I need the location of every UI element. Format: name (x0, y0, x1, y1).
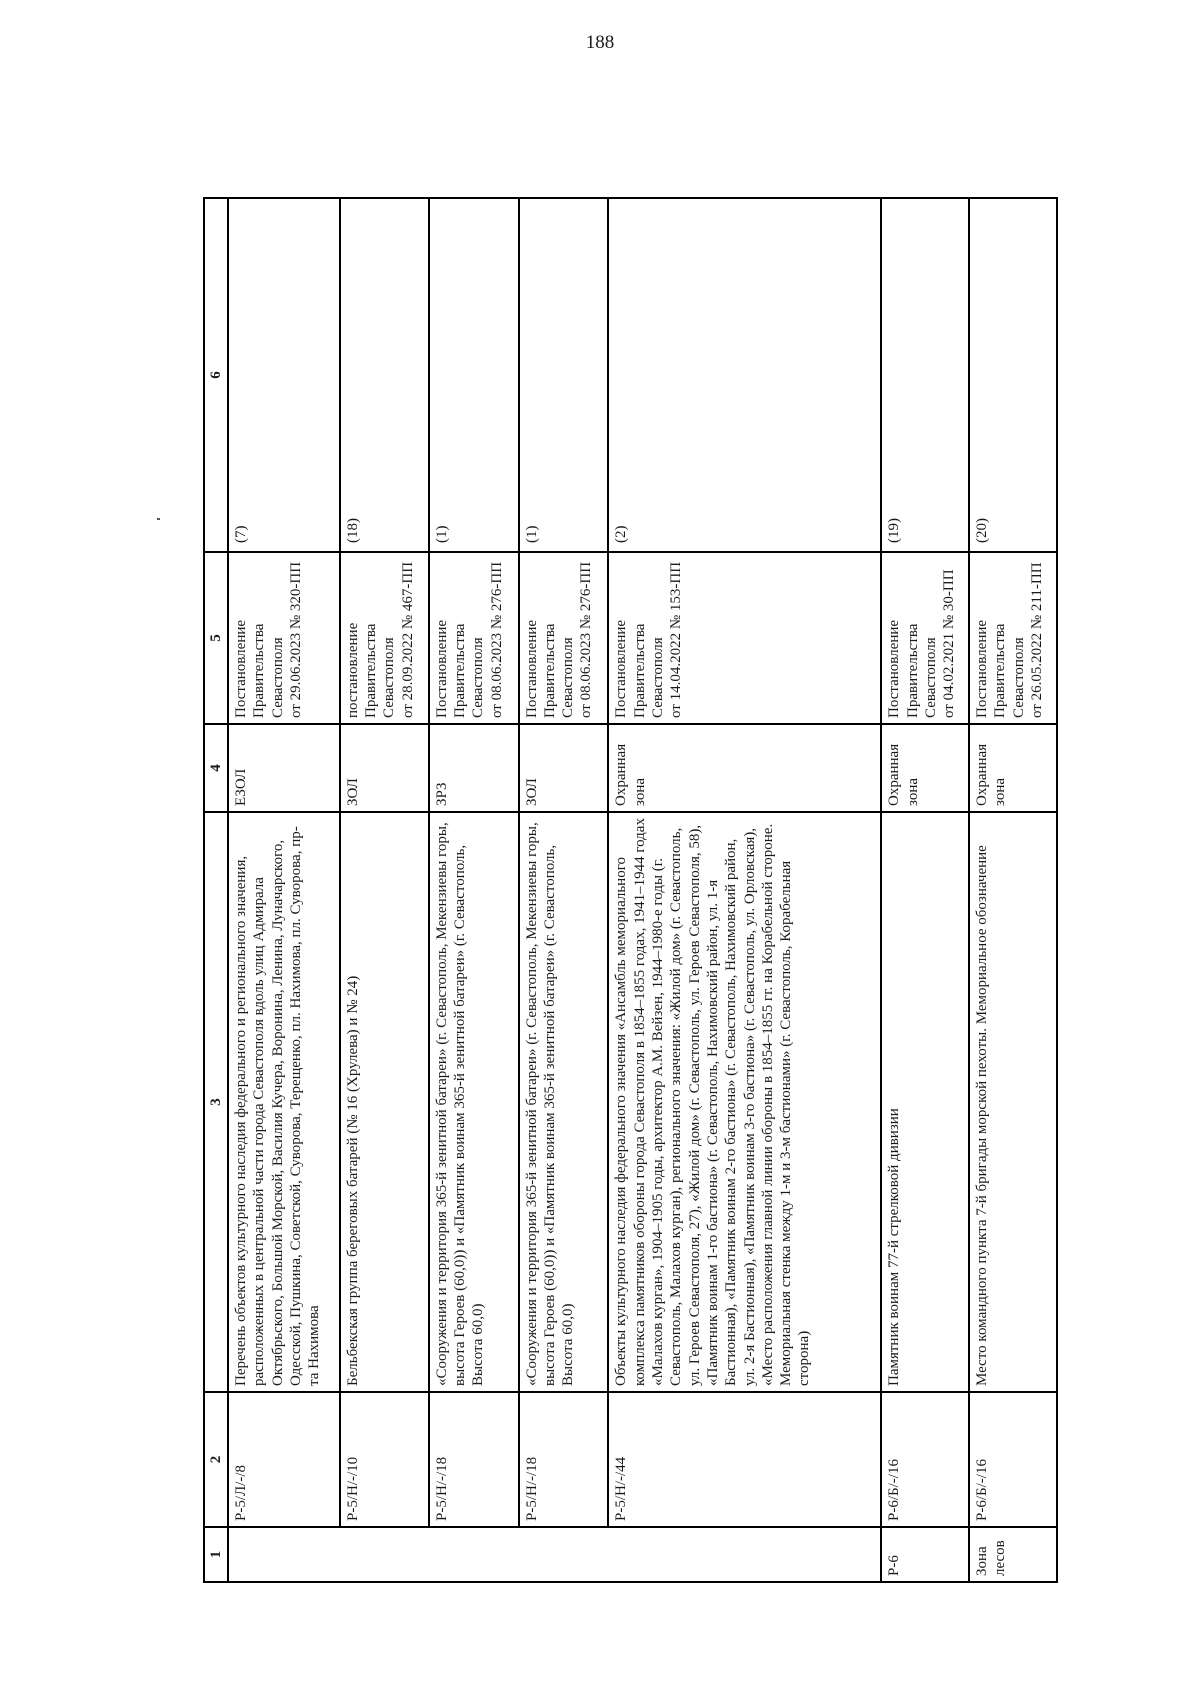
object-name-cell: Объекты культурного наследия федерального значения «Ансамбль мемориального комплекса памятников обороны города Севастополя в 1854–1855 годах, 1941–1944 годах «Малахов курган», 1904–1905 годы, архитектор А.М. Вейзен, 1944–1980-е годы (г. Севастополь, Малахов курган), регионального значения: «Жилой дом» (г. Севастополь, ул. Героев Севастополя, 27), «Жилой дом» (г. Севастополь, ул. Героев Севастополя, 58), «Памятник воинам 1-го бастиона» (г. Севастополь, Нахимовский район, ул. 1-я Бастионная), «Памятник воинам 2-го бастиона» (г. Севастополь, Нахимовский район, ул. 2-я Бастионная), «Памятник воинам 3-го бастиона» (г. Севастополь, ул. Орловская), «Место расположения главной линии обороны в 1854–1855 гг. на Корабельной стороне. Мемориальная стенка между 1-м и 3-м бастионами» (г. Севастополь, Корабельная сторона) (608, 812, 881, 1392)
map-sheet-cell: Р-5/Л/-/8 (228, 1392, 340, 1527)
map-sheet-cell: Р-5/Н/-/18 (519, 1392, 609, 1527)
zone-type-cell: ЗРЗ (429, 724, 519, 812)
reference-cell: (1) (519, 198, 609, 552)
table-row (340, 198, 429, 1582)
column-header-6: 6 (204, 198, 228, 552)
object-name-cell: Перечень объектов культурного наследия федерального и регионального значения, расположенных в центральной части города Севастополя вдоль улиц Адмирала Октябрьского, Большой Морской, Василия Кучера, Воронина, Ленина, Луначарского, Одесской, Пушкина, Советской, Суворова, Терещенко, пл. Нахимова, пл. Суворова, пр-та Нахимова (228, 812, 340, 1392)
reference-cell: (20) (969, 198, 1057, 552)
zone-type-cell: Охранная зона (881, 724, 969, 812)
reference-cell: (18) (340, 198, 429, 552)
table-row (519, 198, 609, 1582)
rotated-table-container (203, 199, 1058, 1583)
object-name-cell: «Сооружения и территория 365-й зенитной батареи» (г. Севастополь, Мекензиевы горы, высота Героев (60,0)) и «Памятник воинам 365-й зенитной батареи» (г. Севастополь, Высота 60,0) (519, 812, 609, 1392)
object-name-cell: «Сооружения и территория 365-й зенитной батареи» (г. Севастополь, Мекензиевы горы, высота Героев (60,0)) и «Памятник воинам 365-й зенитной батареи» (г. Севастополь, Высота 60,0) (429, 812, 519, 1392)
heritage-zones-table (203, 197, 1058, 1583)
zone-cell: Зона лесов (969, 1527, 1057, 1582)
zone-type-cell: ЕЗОЛ (228, 724, 340, 812)
object-name-cell: Место командного пункта 7-й бригады морской пехоты. Мемориальное обозначение (969, 812, 1057, 1392)
column-header-4: 4 (204, 724, 228, 812)
map-sheet-cell: Р-6/Б/-/16 (969, 1392, 1057, 1527)
table-row (881, 198, 969, 1582)
zone-type-cell: ЗОЛ (519, 724, 609, 812)
table-row (228, 198, 340, 1582)
decree-cell: Постановление Правительства Севастополя от 08.06.2023 № 276-ПП (519, 552, 609, 724)
object-name-cell: Памятник воинам 77-й стрелковой дивизии (881, 812, 969, 1392)
zone-type-cell: Охранная зона (969, 724, 1057, 812)
table-row (429, 198, 519, 1582)
zone-type-cell: ЗОЛ (340, 724, 429, 812)
object-name-cell: Бельбекская группа береговых батарей (№ 16 (Хрулева) и № 24) (340, 812, 429, 1392)
reference-cell: (1) (429, 198, 519, 552)
column-header-2: 2 (204, 1392, 228, 1527)
column-header-5: 5 (204, 552, 228, 724)
decree-cell: Постановление Правительства Севастополя от 14.04.2022 № 153-ПП (608, 552, 881, 724)
decree-cell: Постановление Правительства Севастополя от 26.05.2022 № 211-ПП (969, 552, 1057, 724)
zone-type-cell: Охранная зона (608, 724, 881, 812)
decree-cell: постановление Правительства Севастополя от 28.09.2022 № 467-ПП (340, 552, 429, 724)
zone-cell: Р-6 (881, 1527, 969, 1582)
map-sheet-cell: Р-6/Б/-/16 (881, 1392, 969, 1527)
decree-cell: Постановление Правительства Севастополя от 04.02.2021 № 30-ПП (881, 552, 969, 724)
decree-cell: Постановление Правительства Севастополя от 29.06.2023 № 320-ПП (228, 552, 340, 724)
column-header-3: 3 (204, 812, 228, 1392)
reference-cell: (7) (228, 198, 340, 552)
map-sheet-cell: Р-5/Н/-/18 (429, 1392, 519, 1527)
table-row (969, 198, 1057, 1582)
reference-cell: (19) (881, 198, 969, 552)
map-sheet-cell: Р-5/Н/-/10 (340, 1392, 429, 1527)
column-header-1: 1 (204, 1527, 228, 1582)
scan-speck (157, 518, 160, 520)
reference-cell: (2) (608, 198, 881, 552)
page-number: 188 (585, 32, 615, 53)
table-row (608, 198, 881, 1582)
zone-cell (228, 1527, 881, 1582)
map-sheet-cell: Р-5/Н/-/44 (608, 1392, 881, 1527)
header-row (204, 198, 228, 1582)
decree-cell: Постановление Правительства Севастополя от 08.06.2023 № 276-ПП (429, 552, 519, 724)
